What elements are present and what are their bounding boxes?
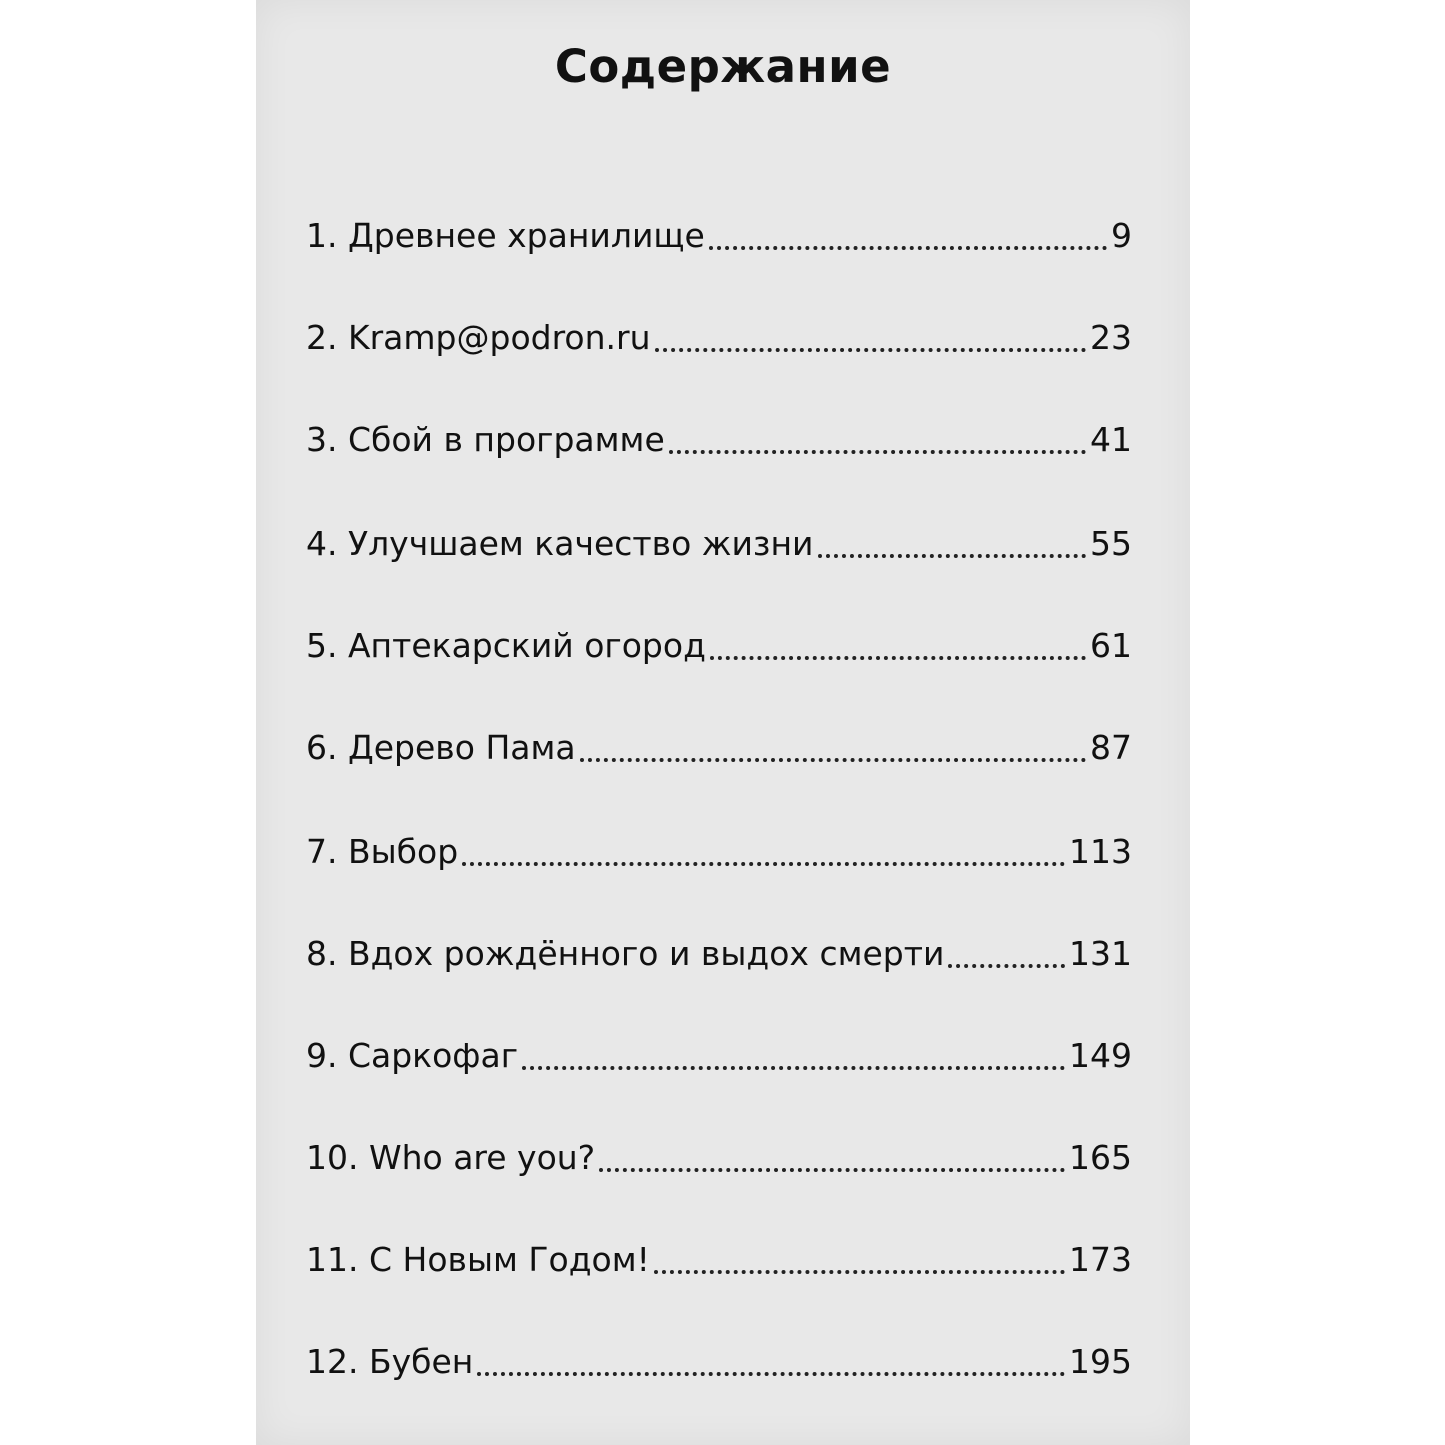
toc-entry-page-number: 131 (1069, 934, 1132, 973)
toc-entry-page-number: 195 (1069, 1342, 1132, 1381)
toc-entry-title: 9. Саркофаг (306, 1036, 519, 1075)
toc-entry (306, 930, 1132, 978)
dot-leader (580, 758, 1086, 762)
toc-entry-title: 6. Дерево Пама (306, 728, 576, 767)
toc-entry-title: 11. С Новым Годом! (306, 1240, 650, 1279)
toc-entry (306, 724, 1132, 772)
dot-leader (599, 1168, 1065, 1172)
toc-entry-title: 12. Бубен (306, 1342, 474, 1381)
toc-entry (306, 1032, 1132, 1080)
toc-entry (306, 314, 1132, 362)
page-title: Содержание (554, 40, 892, 93)
toc-entry-page-number: 113 (1069, 832, 1132, 871)
toc-entry-title: 2. Kramp@podron.ru (306, 318, 651, 357)
toc-entry (306, 1134, 1132, 1182)
toc-entry-title: 4. Улучшаем качество жизни (306, 524, 814, 563)
toc-entry-title: 8. Вдох рождённого и выдох смерти (306, 934, 945, 973)
toc-entry (306, 622, 1132, 670)
toc-entry (306, 416, 1132, 464)
dot-leader (948, 964, 1065, 968)
dot-leader (669, 450, 1086, 454)
toc-entry (306, 828, 1132, 876)
toc-entry-page-number: 61 (1090, 626, 1132, 665)
toc-entry-title: 10. Who are you? (306, 1138, 596, 1177)
dot-leader (709, 246, 1107, 250)
dot-leader (710, 656, 1086, 660)
toc-entry (306, 520, 1132, 568)
toc-entry-page-number: 9 (1111, 216, 1132, 255)
toc-entry-page-number: 41 (1090, 420, 1132, 459)
toc-entry-page-number: 173 (1069, 1240, 1132, 1279)
toc-entry (306, 212, 1132, 260)
dot-leader (818, 554, 1086, 558)
toc-entry-page-number: 149 (1069, 1036, 1132, 1075)
dot-leader (655, 348, 1086, 352)
book-page (256, 0, 1190, 1445)
toc-entry-page-number: 55 (1090, 524, 1132, 563)
dot-leader (462, 862, 1065, 866)
table-of-contents (256, 0, 1190, 1445)
toc-entry (306, 1236, 1132, 1284)
toc-entry (306, 1338, 1132, 1386)
toc-entry-title: 3. Сбой в программе (306, 420, 665, 459)
toc-entry-page-number: 165 (1069, 1138, 1132, 1177)
toc-entry-title: 5. Аптекарский огород (306, 626, 706, 665)
dot-leader (654, 1270, 1065, 1274)
toc-entry-page-number: 87 (1090, 728, 1132, 767)
toc-entry-page-number: 23 (1090, 318, 1132, 357)
toc-entry-title: 1. Древнее хранилище (306, 216, 705, 255)
toc-entry-title: 7. Выбор (306, 832, 459, 871)
dot-leader (522, 1066, 1065, 1070)
dot-leader (477, 1372, 1065, 1376)
